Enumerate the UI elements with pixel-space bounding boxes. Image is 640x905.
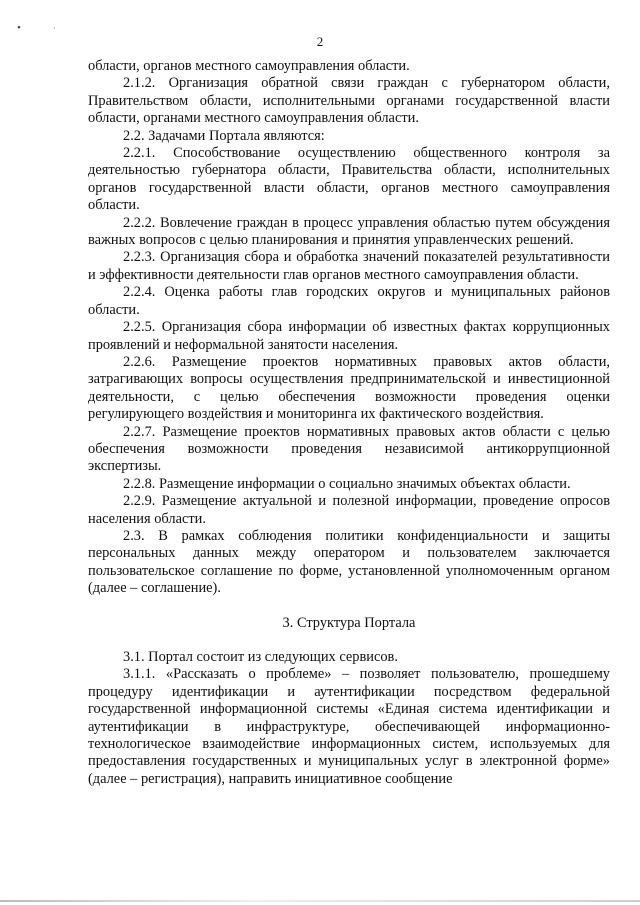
document-body: [88, 58, 610, 788]
page-edge: [0, 900, 640, 902]
paragraph: 3.1. Портал состоит из следующих сервисов.: [123, 649, 398, 665]
paragraph: 2.2.5. Организация сбора информации об известных фактах коррупционных проявлений и неформальной занятости населения.: [88, 319, 610, 353]
paragraph: 2.2.3. Организация сбора и обработка значений показателей результативности и эффективности деятельности глав органов местного самоуправления области.: [88, 249, 610, 283]
section-heading: 3. Структура Портала: [282, 614, 416, 631]
paragraph: 2.2.1. Способствование осуществлению общественного контроля за деятельностью губернатора области, Правительства области, исполнительных органов государственной власти области, органов местного самоуправления области.: [88, 145, 610, 214]
paragraph: 2.2.6. Размещение проектов нормативных правовых актов области, затрагивающих вопросы осуществления предпринимательской и инвестиционной деятельности, с целью обеспечения возможности проведения оценки регулирующего воздействия и мониторинга их фактического воздействия.: [88, 353, 610, 423]
paragraph: 3.1.1. «Рассказать о проблеме» – позволяет пользователю, прошедшему процедуру идентификации и аутентификации посредством федеральной государственной информационной системы «Единая система идентификации и аутентификации в инфраструктуре, обеспечивающей информационно-технологическое взаимодействие информационных систем, используемых для предоставления государственных и муниципальных услуг в электронной форме» (далее – регистрация), направить инициативное сообщение: [88, 666, 610, 787]
paragraph: 2.2. Задачами Портала являются:: [123, 127, 325, 144]
scan-mark: •: [17, 22, 21, 34]
paragraph: области, органов местного самоуправления области.: [88, 58, 410, 74]
paragraph: 2.3. В рамках соблюдения политики конфиденциальности и защиты персональных данных между оператором и пользователем заключается пользовательское соглашение по форме, установленной уполномоченным органом (далее – соглашение).: [88, 527, 610, 597]
paragraph: 2.2.7. Размещение проектов нормативных правовых актов области с целью обеспечения возможности проведения независимой антикоррупционной экспертизы.: [88, 423, 610, 475]
paragraph: 2.2.8. Размещение информации о социально значимых объектах области.: [123, 475, 571, 492]
paragraph: 2.2.9. Размещение актуальной и полезной информации, проведение опросов населения области.: [88, 493, 610, 527]
paragraph: 2.2.4. Оценка работы глав городских округов и муниципальных районов области.: [88, 284, 610, 318]
paragraph: 2.2.2. Вовлечение граждан в процесс управления областью путем обсуждения важных вопросов с целью планирования и принятия управленческих решений.: [88, 214, 610, 249]
paragraph: 2.1.2. Организация обратной связи граждан с губернатором области, Правительством области, исполнительными органами государственной власти области, органами местного самоуправления области.: [88, 75, 610, 127]
page-number: 2: [316, 34, 324, 49]
scan-mark: ·: [53, 24, 56, 33]
